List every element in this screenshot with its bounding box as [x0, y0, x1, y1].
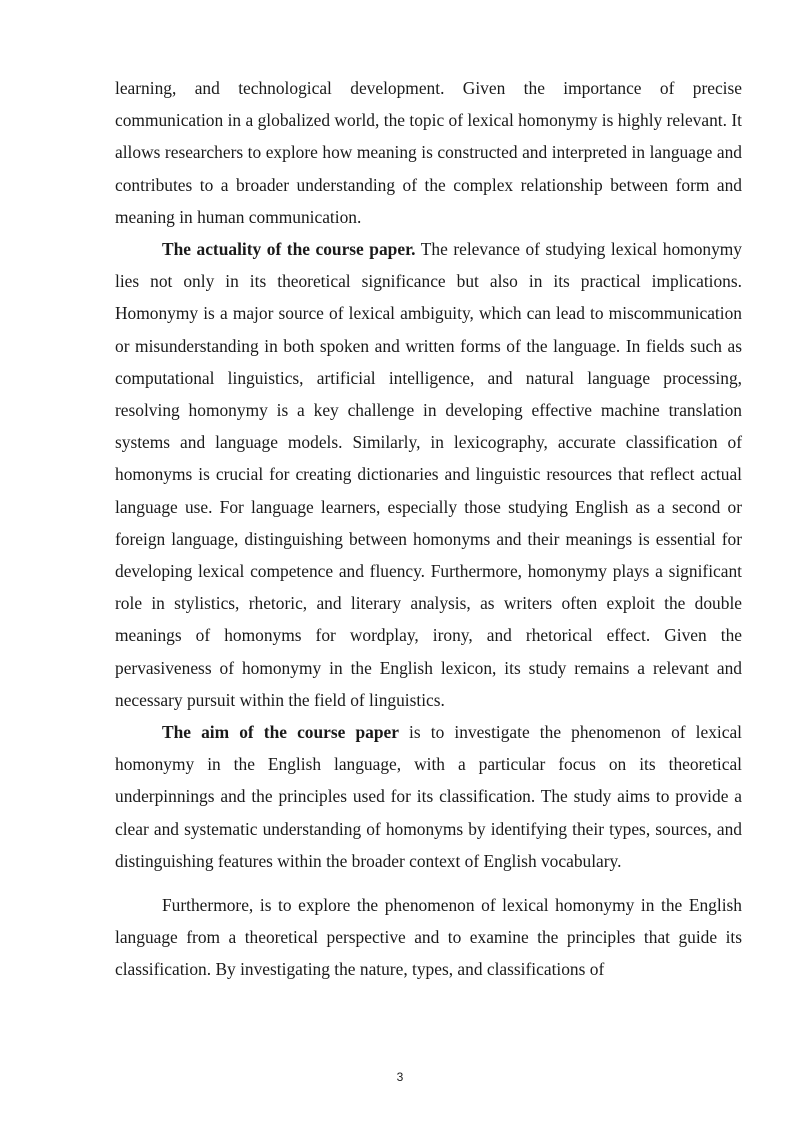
- paragraph-text: Furthermore, is to explore the phenomenon of lexical homonymy in the English language from a theoretical perspective and to examine the principles that guide its classification. By investigating the nature, types, and classifications of: [115, 895, 742, 980]
- paragraph-actuality: [115, 233, 742, 716]
- paragraph-heading-actuality: The actuality of the course paper.: [162, 239, 416, 260]
- paragraph-text: The relevance of studying lexical homonymy lies not only in its theoretical significance but also in its practical implications. Homonymy is a major source of lexical ambiguity, which can lead to miscommunication or misunderstanding in both spoken and written forms of the language. In fields such as computational linguistics, artificial intelligence, and natural language processing, resolving homonymy is a key challenge in developing effective machine translation systems and language models. Similarly, in lexicography, accurate classification of homonyms is crucial for creating dictionaries and linguistic resources that reflect actual language use. For language learners, especially those studying English as a second or foreign language, distinguishing between homonyms and their meanings is essential for developing lexical competence and fluency. Furthermore, homonymy plays a significant role in stylistics, rhetoric, and literary analysis, as writers often exploit the double meanings of homonyms for wordplay, irony, and rhetorical effect. Given the pervasiveness of homonymy in the English lexicon, its study remains a relevant and necessary pursuit within the field of linguistics.: [115, 239, 743, 710]
- body-text: [115, 72, 742, 986]
- paragraph-heading-aim: The aim of the course paper: [162, 722, 399, 743]
- paragraph-furthermore: [115, 889, 742, 986]
- page-number: 3: [396, 1070, 404, 1084]
- paragraph-text: learning, and technological development. Given the importance of precise communication in a globalized world, the topic of lexical homonymy is highly relevant. It allows researchers to explore how meaning is constructed and interpreted in language and contributes to a broader understanding of the complex relationship between form and meaning in human communication.: [115, 78, 742, 227]
- paragraph-text: is to investigate the phenomenon of lexical homonymy in the English language, with a particular focus on its theoretical underpinnings and the principles used for its classification. The study aims to provide a clear and systematic understanding of homonyms by identifying their types, sources, and distinguishing features within the broader context of English vocabulary.: [115, 722, 742, 871]
- paragraph-intro-continuation: [115, 72, 742, 233]
- paragraph-aim: [115, 716, 742, 877]
